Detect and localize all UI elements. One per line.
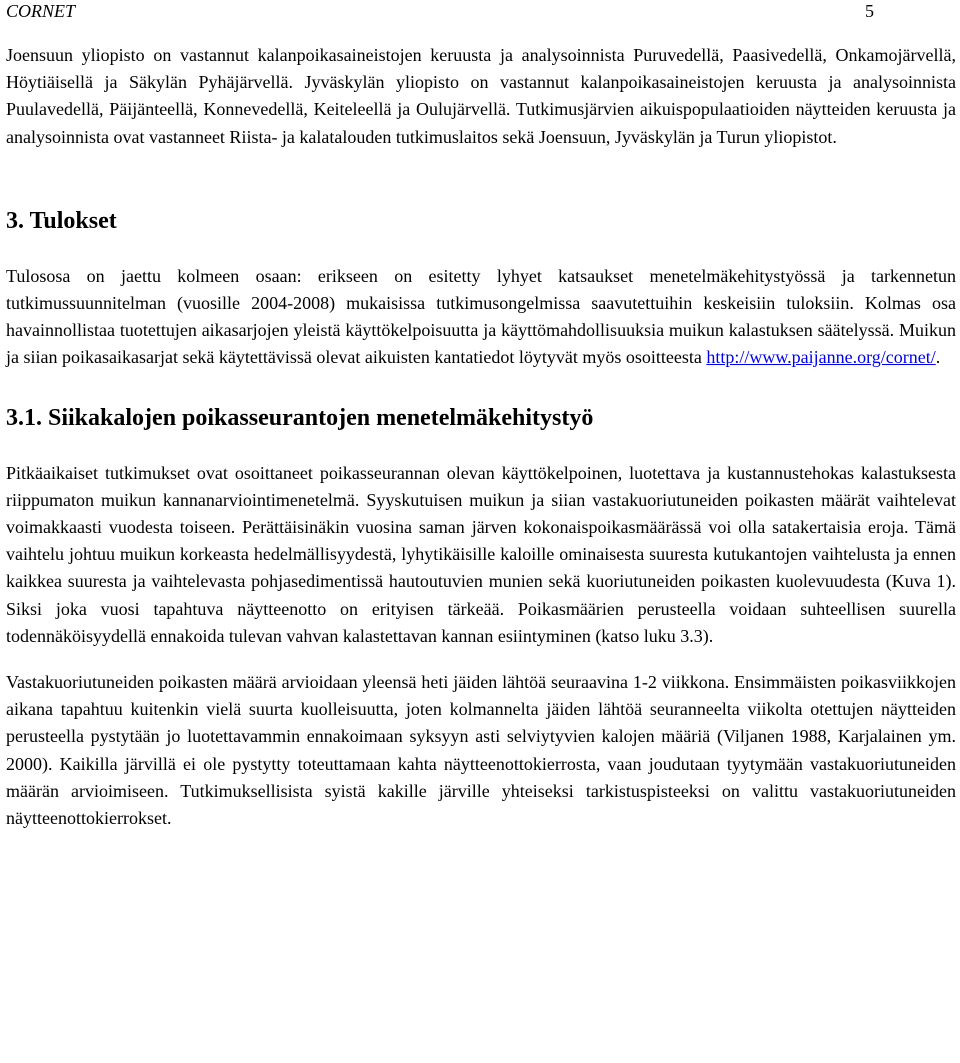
- document-body: [6, 42, 956, 832]
- results-intro-end: .: [935, 347, 941, 368]
- paragraph-sampling-timing: Vastakuoriutuneiden poikasten määrä arvioidaan yleensä heti jäiden lähtöä seuraavina 1-2 viikkona. Ensimmäisten poikasviikkojen aikana tapahtuu kuitenkin vielä suurta kuolleisuutta, joten kolmannelta jäiden lähtöä seuranneelta viikolta otettujen näytteiden perusteella pystytään jo luotettavammin ennakoimaan syksyyn asti selviytyvien kalojen määriä (Viljanen 1988, Karjalainen ym. 2000). Kaikilla järvillä ei ole pystytty toteuttamaan kahta näytteenottokierrosta, vaan joudutaan tyytymään vastakuoriutuneiden määrän arvioimiseen. Tutkimuksellisista syistä kakille järville yhteiseksi tarkistuspisteeksi on valittu vastakuoriutuneiden näytteenottokierrokset.: [6, 672, 956, 829]
- cornet-website-link[interactable]: http://www.paijanne.org/cornet/: [706, 347, 936, 368]
- page-header: [6, 0, 874, 22]
- paragraph-results-intro: [6, 263, 956, 372]
- page-number: 5: [865, 1, 874, 21]
- paragraph-long-term-studies: Pitkäaikaiset tutkimukset ovat osoittaneet poikasseurannan olevan käyttökelpoinen, luotettava ja kustannustehokas kalastuksesta riippumaton muikun kannanarviointimenetelmä. Syyskutuisen muikun ja siian vastakuoriutuneiden poikasten määrät vaihtelevat voimakkaasti vuodesta toiseen. Perättäisinäkin vuosina saman järven kokonaispoikasmäärässä voi olla satakertaisia eroja. Tämä vaihtelu johtuu muikun korkeasta hedelmällisyydestä, lyhytikäisille kaloille ominaisesta suuresta kutukantojen vaihtelusta ja ennen kaikkea suuresta ja vaihtelevasta pohjasedimentissä hautoutuvien munien sekä kuoriutuneiden poikasten kuolevuudesta (Kuva 1). Siksi joka vuosi tapahtuva näytteenotto on erityisen tärkeää. Poikasmäärien perusteella voidaan suhteellisen suurella todennäköisyydellä ennakoida tulevan vahvan kalastettavan kannan esiintyminen (katso luku 3.3).: [6, 462, 956, 646]
- section-heading-method-development: 3.1. Siikakalojen poikasseurantojen menetelmäkehitystyö: [6, 404, 594, 431]
- results-intro-text: Tulososa on jaettu kolmeen osaan: erikseen on esitetty lyhyet katsaukset menetelmäkehitystyössä ja tarkennetun tutkimussuunnitelman (vuosille 2004-2008) mukaisissa tutkimusongelmissa saavutettuihin keskeisiin tuloksiin. Kolmas osa havainnollistaa tuotettujen aikasarjojen yleistä käyttökelpoisuutta ja käyttömahdollisuuksia muikun kalastuksen säätelyssä. Muikun ja siian poikasaikasarjat sekä käytettävissä olevat aikuisten kantatiedot löytyvät myös osoitteesta: [6, 265, 956, 368]
- section-heading-results: 3. Tulokset: [6, 207, 117, 234]
- running-title: CORNET: [6, 1, 76, 21]
- paragraph-responsibilities: Joensuun yliopisto on vastannut kalanpoikasaineistojen keruusta ja analysoinnista Puruvedellä, Paasivedellä, Onkamojärvellä, Höytiäisellä ja Säkylän Pyhäjärvellä. Jyväskylän yliopisto on vastannut kalanpoikasaineistojen keruusta ja analysoinnista Puulavedellä, Päijänteellä, Konnevedellä, Keiteleellä ja Oulujärvellä. Tutkimusjärvien aikuispopulaatioiden näytteiden keruusta ja analysoinnista ovat vastanneet Riista- ja kalatalouden tutkimuslaitos sekä Joensuun, Jyväskylän ja Turun yliopistot.: [6, 45, 956, 147]
